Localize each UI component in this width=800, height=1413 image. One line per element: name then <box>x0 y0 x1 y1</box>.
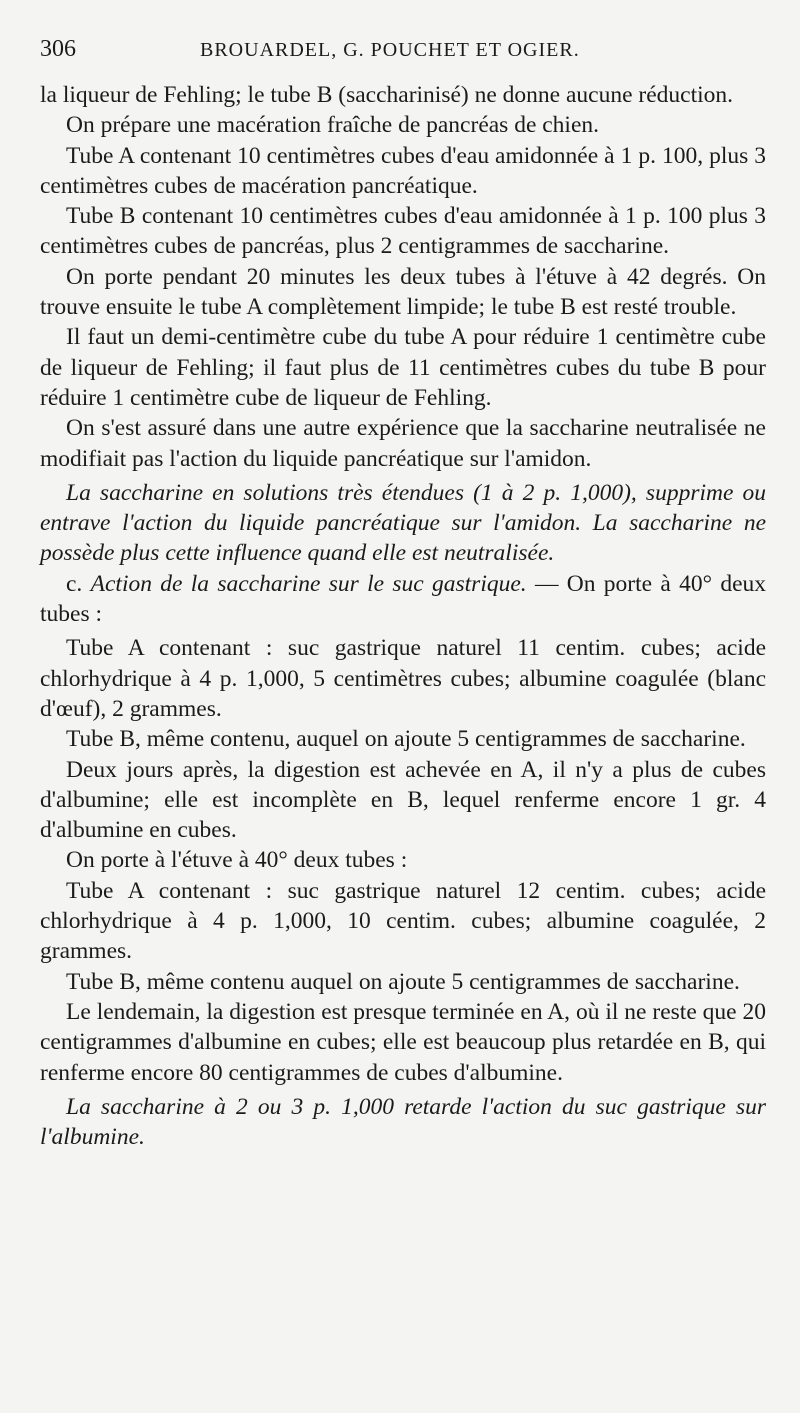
page-number: 306 <box>40 36 76 62</box>
section-heading-continuation: — On porte à 40° deux tubes : <box>40 570 767 628</box>
section-heading-paragraph <box>40 569 766 630</box>
paragraph: Deux jours après, la digestion est achevée en A, il n'y a plus de cubes d'albumine; elle est incomplète en B, lequel renferme encore 1 gr. 4 d'albumine en cubes. <box>40 756 766 844</box>
paragraph: Tube B, même contenu auquel on ajoute 5 centigrammes de saccharine. <box>66 968 740 995</box>
paragraph: Le lendemain, la digestion est presque terminée en A, où il ne reste que 20 centigrammes d'albumine en cubes; elle est beaucoup plus retardée en B, qui renferme encore 80 centigrammes de cubes d'albumine. <box>40 998 766 1086</box>
section-letter: c. <box>66 570 83 597</box>
paragraph: Tube A contenant : suc gastrique naturel 11 centim. cubes; acide chlorhydrique à 4 p. 1,000, 5 centimètres cubes; albumine coagulée (blanc d'œuf), 2 grammes. <box>40 635 766 722</box>
paragraph: Tube A contenant 10 centimètres cubes d'eau amidonnée à 1 p. 100, plus 3 centimètres cubes de macération pancréatique. <box>40 142 766 199</box>
paragraph: On porte pendant 20 minutes les deux tubes à l'étuve à 42 degrés. On trouve ensuite le tube A complètement limpide; le tube B est resté trouble. <box>40 263 766 321</box>
paragraph: la liqueur de Fehling; le tube B (saccharinisé) ne donne aucune réduction. <box>40 82 734 108</box>
paragraph: On s'est assuré dans une autre expérience que la saccharine neutralisée ne modifiait pas l'action du liquide pancréatique sur l'amidon. <box>40 415 766 472</box>
paragraph: Tube B contenant 10 centimètres cubes d'eau amidonnée à 1 p. 100 plus 3 centimètres cubes de pancréas, plus 2 centigrammes de saccharine. <box>40 203 766 260</box>
paragraph: Tube B, même contenu, auquel on ajoute 5 centigrammes de saccharine. <box>66 726 746 753</box>
italic-conclusion: La saccharine à 2 ou 3 p. 1,000 retarde l'action du suc gastrique sur l'albumine. <box>40 1093 766 1151</box>
running-head <box>40 36 766 80</box>
paragraph: Il faut un demi-centimètre cube du tube A pour réduire 1 centimètre cube de liqueur de Fehling; il faut plus de 11 centimètres cubes du tube B pour réduire 1 centimètre cube de liqueur de Fehling. <box>40 324 766 411</box>
paragraph: Tube A contenant : suc gastrique naturel 12 centim. cubes; acide chlorhydrique à 4 p. 1,000, 10 centim. cubes; albumine coagulée, 2 grammes. <box>40 877 766 965</box>
body-text <box>40 80 766 1152</box>
section-heading: Action de la saccharine sur le suc gastrique. <box>90 570 527 597</box>
paragraph: On porte à l'étuve à 40° deux tubes : <box>66 847 408 874</box>
italic-conclusion: La saccharine en solutions très étendues (1 à 2 p. 1,000), supprime ou entrave l'action du liquide pancréatique sur l'amidon. La saccharine ne possède plus cette influence quand elle est neutralisée. <box>40 479 766 567</box>
running-title: BROUARDEL, G. POUCHET ET OGIER. <box>200 39 580 61</box>
paragraph: On prépare une macération fraîche de pancréas de chien. <box>66 112 600 139</box>
